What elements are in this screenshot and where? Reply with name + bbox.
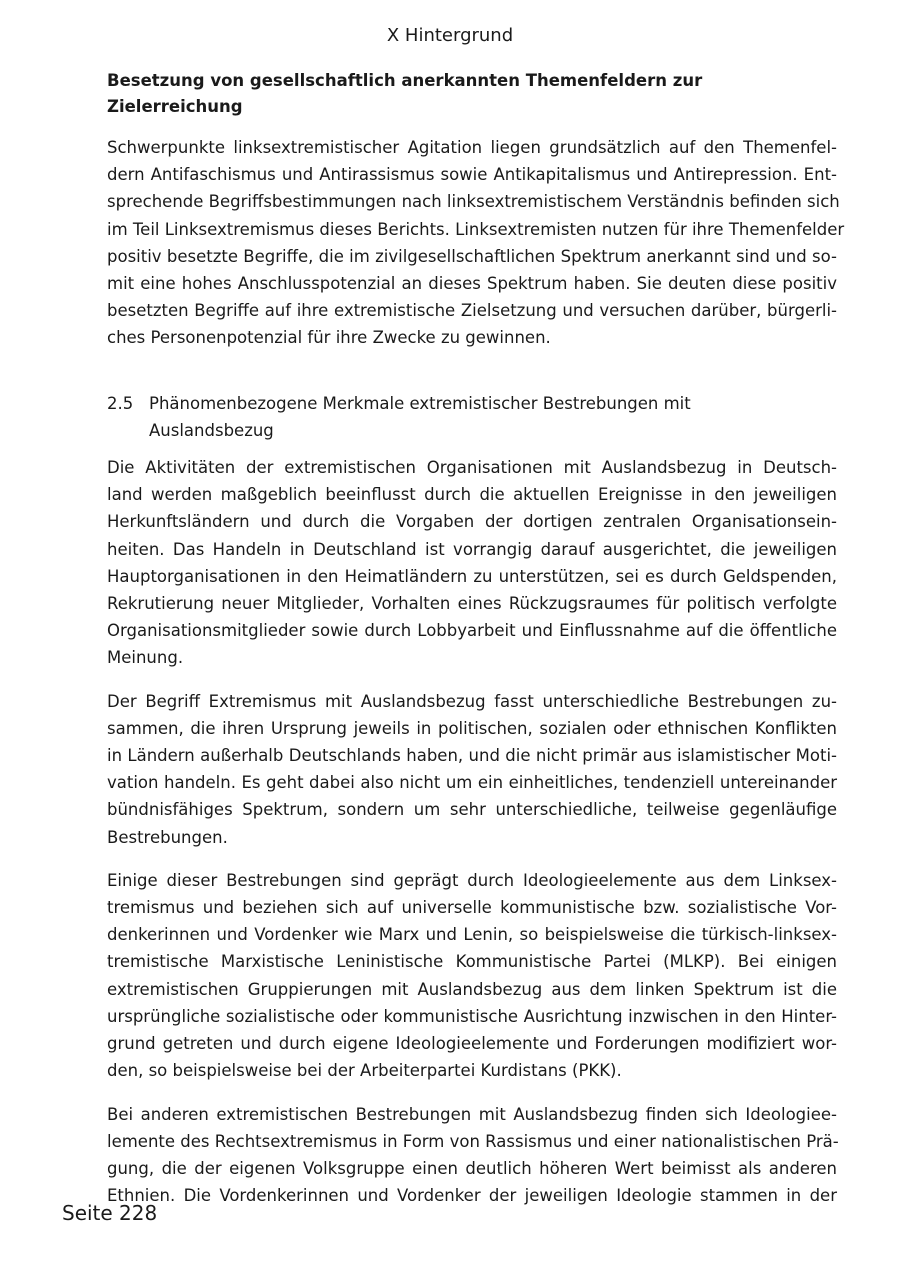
text-line: extremistischen Gruppierungen mit Auslandsbezug aus dem linken Spektrum ist die <box>107 979 837 999</box>
text-line: Bei anderen extremistischen Bestrebungen mit Auslandsbezug finden sich Ideologiee- <box>107 1104 837 1124</box>
text-line: dern Antifaschismus und Antirassismus sowie Antikapitalismus und Antirepression. Ent- <box>107 165 837 185</box>
running-header-title: X Hintergrund <box>386 25 514 46</box>
text-line: besetzten Begriffe auf ihre extremistische Zielsetzung und versuchen darüber, bürgerli- <box>107 301 837 321</box>
text-line: Schwerpunkte linksextremistischer Agitation liegen grundsätzlich auf den Themenfel- <box>107 138 837 157</box>
text-line: grund getreten und durch eigene Ideologieelemente und Forderungen modifiziert wor- <box>107 1034 837 1054</box>
text-line: Rekrutierung neuer Mitglieder, Vorhalten eines Rückzugsraumes für politisch verfolgte <box>107 594 837 614</box>
paragraph-rechtsextremismus <box>107 1101 837 1210</box>
text-line: Die Aktivitäten der extremistischen Organisationen mit Auslandsbezug in Deutsch- <box>107 458 837 478</box>
text-line: im Teil Linksextremismus dieses Berichts. Linksextremisten nutzen für ihre Themenfelder <box>107 219 845 239</box>
text-line: mit eine hohes Anschlusspotenzial an dieses Spektrum haben. Sie deuten diese positiv <box>107 274 837 294</box>
subsection-heading <box>107 390 837 444</box>
text-line: in Ländern außerhalb Deutschlands haben, und die nicht primär aus islamistischer Moti- <box>107 746 837 766</box>
text-line: Meinung. <box>107 648 184 668</box>
text-line: Organisationsmitglieder sowie durch Lobbyarbeit und Einflussnahme auf die öffentliche <box>107 621 837 641</box>
paragraph-begriff <box>107 688 837 851</box>
paragraph-aktivitaeten <box>107 454 837 672</box>
text-line: land werden maßgeblich beeinflusst durch die aktuellen Ereignisse in den jeweiligen <box>107 485 837 505</box>
subsection-title-line: Phänomenbezogene Merkmale extremistischer Bestrebungen mit <box>149 393 691 413</box>
text-line: ursprüngliche sozialistische oder kommunistische Ausrichtung inzwischen in den Hinter- <box>107 1006 837 1026</box>
text-line: lemente des Rechtsextremismus in Form von Rassismus und einer nationalistischen Prä- <box>107 1131 839 1151</box>
text-line: Der Begriff Extremismus mit Auslandsbezug fasst unterschiedliche Bestrebungen zu- <box>107 691 837 711</box>
text-line: heiten. Das Handeln in Deutschland ist vorrangig darauf ausgerichtet, die jeweiligen <box>107 539 837 559</box>
text-line: positiv besetzte Begriffe, die im zivilgesellschaftlichen Spektrum anerkannt sind und so- <box>107 246 837 266</box>
text-line: vation handeln. Es geht dabei also nicht um ein einheitliches, tendenziell untereinander <box>107 773 837 793</box>
text-line: Bestrebungen. <box>107 827 228 847</box>
subsection-title-line: Auslandsbezug <box>149 420 274 440</box>
paragraph-linksextremismus <box>107 867 837 1085</box>
subsection-number: 2.5 <box>107 393 134 413</box>
page-number: Seite 228 <box>62 1201 158 1225</box>
text-line: bündnisfähiges Spektrum, sondern um sehr unterschiedliche, teilweise gegenläufige <box>107 800 837 820</box>
paragraph-themenfelder <box>107 134 845 352</box>
text-line: gung, die der eigenen Volksgruppe einen deutlich höheren Wert beimisst als anderen <box>107 1158 837 1178</box>
text-line: sprechende Begriffsbestimmungen nach linksextremistischem Verständnis befinden sich <box>107 192 840 212</box>
section-heading: Besetzung von gesellschaftlich anerkannten Themenfeldern zur Zielerreichung <box>107 71 703 116</box>
text-line: Herkunftsländern und durch die Vorgaben der dortigen zentralen Organisationsein- <box>107 512 837 532</box>
page-content <box>107 68 845 1225</box>
text-line: Einige dieser Bestrebungen sind geprägt durch Ideologieelemente aus dem Linksex- <box>107 870 837 890</box>
text-line: sammen, die ihren Ursprung jeweils in politischen, sozialen oder ethnischen Konflikten <box>107 718 837 738</box>
subsection-title <box>149 390 837 444</box>
text-line: ches Personenpotenzial für ihre Zwecke zu gewinnen. <box>107 328 551 348</box>
text-line: tremistische Marxistische Leninistische Kommunistische Partei (MLKP). Bei einigen <box>107 952 837 972</box>
text-line: denkerinnen und Vordenker wie Marx und Lenin, so beispielsweise die türkisch-linksex- <box>107 925 837 945</box>
text-line: tremismus und beziehen sich auf universelle kommunistische bzw. sozialistische Vor- <box>107 898 837 918</box>
text-line: Ethnien. Die Vordenkerinnen und Vordenker der jeweiligen Ideologie stammen in der <box>107 1186 837 1206</box>
text-line: Hauptorganisationen in den Heimatländern zu unterstützen, sei es durch Geldspenden, <box>107 566 837 586</box>
text-line: den, so beispielsweise bei der Arbeiterpartei Kurdistans (PKK). <box>107 1061 622 1081</box>
